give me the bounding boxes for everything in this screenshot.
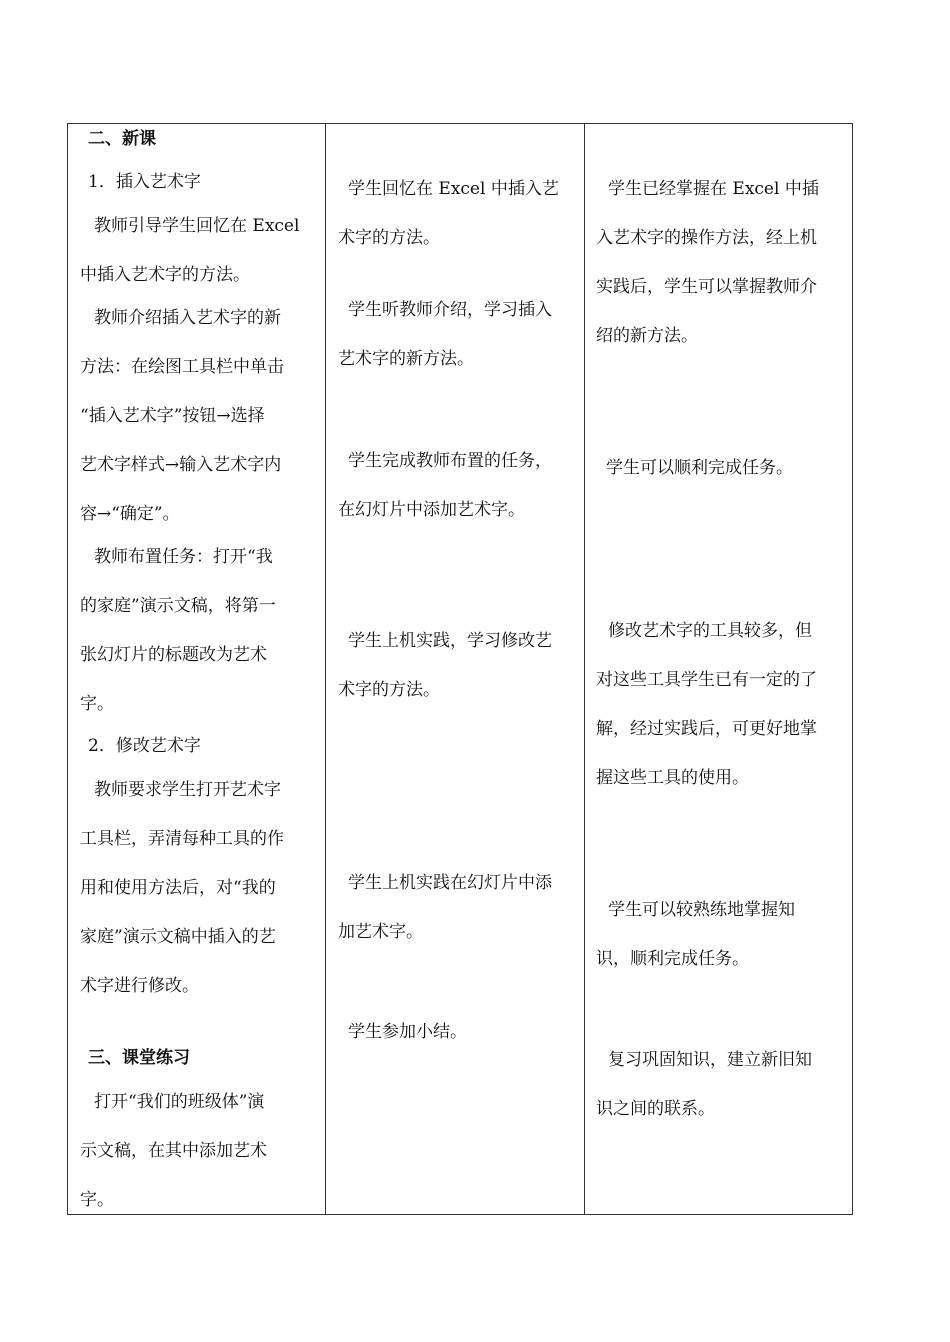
text-line: 入艺术字的操作方法，经上机 xyxy=(596,228,817,248)
section-heading-new-lesson: 二、新课 xyxy=(88,129,156,149)
text-line: 术字的方法。 xyxy=(338,228,440,248)
text-line: 学生可以较熟练地掌握知 xyxy=(608,900,795,920)
text-line: “插入艺术字”按钮→选择 xyxy=(80,406,265,426)
text-line: 学生参加小结。 xyxy=(348,1022,467,1042)
text-line: 字。 xyxy=(80,1190,114,1210)
text-line: 实践后，学生可以掌握教师介 xyxy=(596,277,817,297)
column-divider xyxy=(584,124,585,1214)
text-line: 学生已经掌握在 Excel 中插 xyxy=(608,179,819,199)
text-line: 学生完成教师布置的任务， xyxy=(348,451,552,471)
text-line: 教师介绍插入艺术字的新 xyxy=(94,308,281,328)
section-heading-practice: 三、课堂练习 xyxy=(88,1048,190,1068)
text-line: 学生听教师介绍，学习插入 xyxy=(348,300,552,320)
text-line: 中插入艺术字的方法。 xyxy=(80,265,250,285)
text-line: 识之间的联系。 xyxy=(596,1099,715,1119)
text-line: 对这些工具学生已有一定的了 xyxy=(596,670,817,690)
lesson-table xyxy=(67,123,853,1215)
text-line: 教师布置任务：打开“我 xyxy=(94,547,273,567)
text-line: 工具栏，弄清每种工具的作 xyxy=(80,829,284,849)
text-line: 学生上机实践，学习修改艺 xyxy=(348,631,552,651)
text-line: 学生上机实践在幻灯片中添 xyxy=(348,873,552,893)
text-line: 用和使用方法后，对“我的 xyxy=(80,878,276,898)
text-line: 在幻灯片中添加艺术字。 xyxy=(338,500,525,520)
text-line: 术字进行修改。 xyxy=(80,976,199,996)
text-line: 复习巩固知识，建立新旧知 xyxy=(608,1050,812,1070)
text-line: 教师引导学生回忆在 Excel xyxy=(94,216,300,236)
text-line: 解，经过实践后，可更好地掌 xyxy=(596,719,817,739)
text-line: 字。 xyxy=(80,694,114,714)
text-line: 握这些工具的使用。 xyxy=(596,768,749,788)
text-line: 的家庭”演示文稿，将第一 xyxy=(80,596,276,616)
text-line: 容→“确定”。 xyxy=(80,504,180,524)
text-line: 学生回忆在 Excel 中插入艺 xyxy=(348,179,559,199)
text-line: 教师要求学生打开艺术字 xyxy=(94,780,281,800)
text-line: 识，顺利完成任务。 xyxy=(596,949,749,969)
subheading-modify-wordart: 2．修改艺术字 xyxy=(88,736,201,756)
text-line: 张幻灯片的标题改为艺术 xyxy=(80,645,267,665)
text-line: 学生可以顺利完成任务。 xyxy=(606,458,793,478)
text-line: 家庭”演示文稿中插入的艺 xyxy=(80,927,276,947)
text-line: 示文稿，在其中添加艺术 xyxy=(80,1141,267,1161)
text-line: 方法：在绘图工具栏中单击 xyxy=(80,357,284,377)
text-line: 艺术字的新方法。 xyxy=(338,349,474,369)
column-divider xyxy=(325,124,326,1214)
text-line: 打开“我们的班级体”演 xyxy=(94,1092,265,1112)
text-line: 修改艺术字的工具较多，但 xyxy=(608,621,812,641)
text-line: 加艺术字。 xyxy=(338,922,423,942)
text-line: 艺术字样式→输入艺术字内 xyxy=(80,455,282,475)
text-line: 绍的新方法。 xyxy=(596,326,698,346)
subheading-insert-wordart: 1．插入艺术字 xyxy=(88,172,201,192)
text-line: 术字的方法。 xyxy=(338,680,440,700)
